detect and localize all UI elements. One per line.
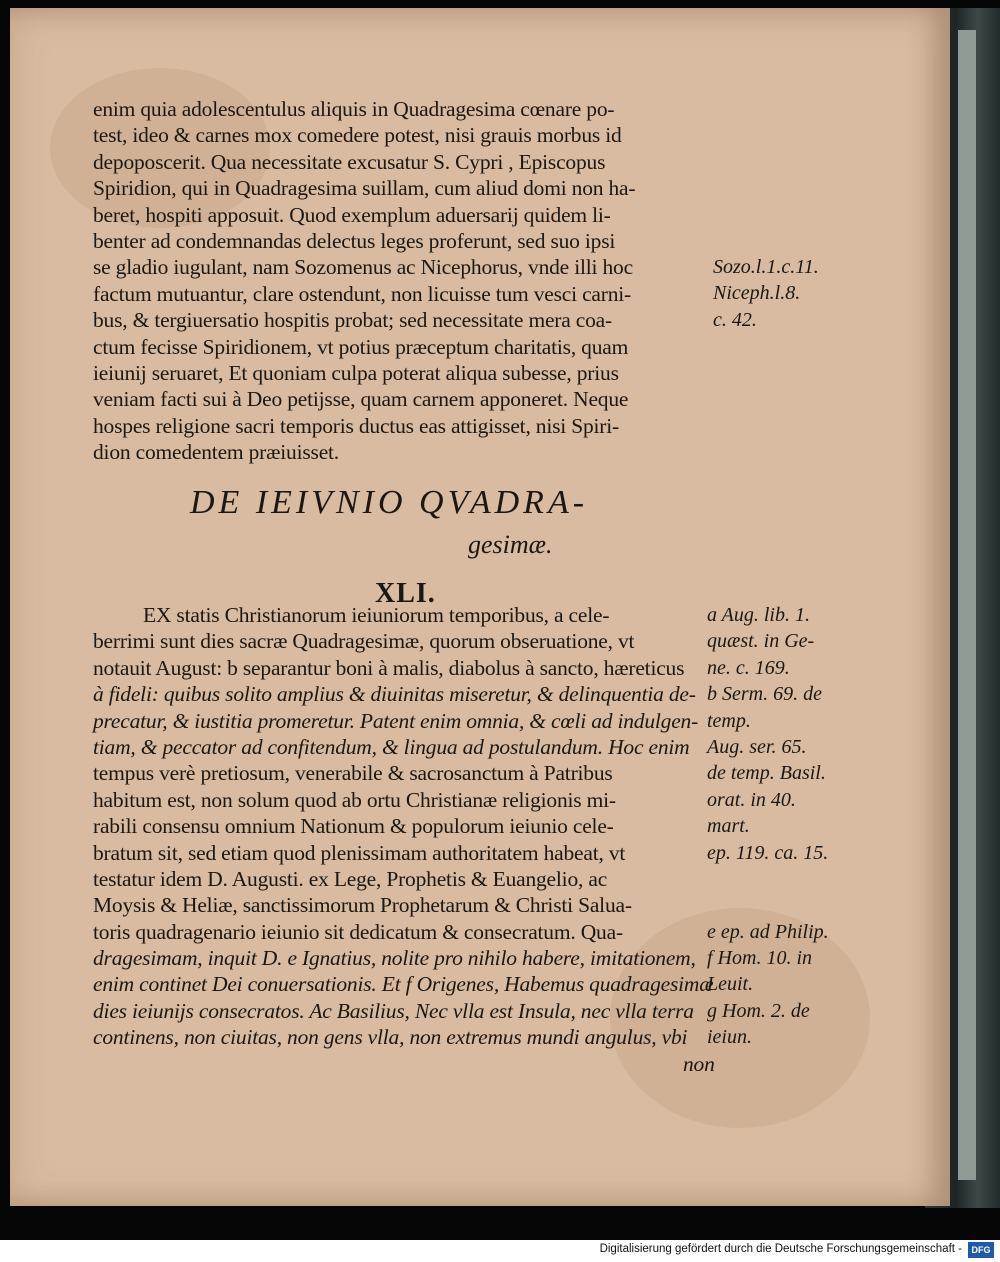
- section-heading-continuation: gesimæ.: [468, 530, 553, 559]
- text-line: toris quadragenario ieiunio sit dedicatum & consecratum. Qua-: [93, 919, 623, 944]
- margin-note: ne. c. 169.: [707, 656, 790, 679]
- margin-notes-main: [707, 602, 829, 1051]
- text-line: Spiridion, qui in Quadragesima suillam, cum aliud domi non ha-: [93, 176, 636, 201]
- margin-note: quæst. in Ge-: [707, 630, 815, 653]
- text-line: enim quia adolescentulus aliquis in Quadragesima cœnare po-: [93, 97, 615, 121]
- section-heading: DE IEIVNIO QVADRA-: [190, 484, 589, 521]
- margin-note: e ep. ad Philip.: [707, 920, 829, 943]
- text-line: beret, hospiti apposuit. Quod exemplum aduersarij quidem li-: [93, 202, 611, 227]
- margin-note: Niceph.l.8.: [713, 282, 801, 305]
- margin-note: ieiun.: [707, 1026, 752, 1049]
- margin-note: [707, 892, 829, 918]
- margin-note: a Aug. lib. 1.: [707, 604, 810, 626]
- text-line: testatur idem D. Augusti. ex Lege, Prophetis & Euangelio, ac: [93, 866, 608, 891]
- text-line: depoposcerit. Qua necessitate excusatur S. Cypri , Episcopus: [93, 149, 606, 174]
- margin-note: g Hom. 2. de: [707, 999, 810, 1022]
- paragraph-main: [93, 602, 715, 1077]
- footer-credit: Digitalisierung gefördert durch die Deutsche Forschungsgemeinschaft -: [599, 1243, 962, 1255]
- text-line: ctum fecisse Spiridionem, vt potius præceptum charitatis, quam: [93, 334, 629, 359]
- text-line: veniam facti sui à Deo petijsse, quam carnem apponeret. Neque: [93, 387, 629, 412]
- text-line: notauit August: b separantur boni à malis, diabolus à sancto, hæreticus: [93, 655, 685, 680]
- text-line: dion comedentem præiuisset.: [93, 440, 339, 465]
- text-line: rabili consensu omnium Nationum & populorum ieiunio cele-: [93, 814, 614, 839]
- catchword: non: [683, 1051, 715, 1076]
- margin-note: orat. in 40.: [707, 788, 796, 811]
- text-line: ieiunij seruaret, Et quoniam culpa poterat aliqua subesse, prius: [93, 360, 619, 385]
- text-line: berrimi sunt dies sacræ Quadragesimæ, quorum obseruatione, vt: [93, 629, 635, 654]
- margin-note: c. 42.: [713, 308, 757, 331]
- margin-note: de temp. Basil.: [707, 762, 826, 785]
- footer-bar: [0, 1240, 1000, 1262]
- text-line: à fideli: quibus solito amplius & diuinitas miseretur, & delinquentia de-: [93, 682, 696, 707]
- text-line: bus, & tergiuersatio hospitis probat; sed necessitate mera coa-: [93, 308, 612, 333]
- margin-note: b Serm. 69. de: [707, 683, 822, 706]
- text-line: test, ideo & carnes mox comedere potest, nisi grauis morbus id: [93, 123, 622, 148]
- text-line: habitum est, non solum quod ab ortu Christianæ religionis mi-: [93, 787, 616, 812]
- book-cover-edge: [958, 30, 976, 1180]
- text-line: dies ieiunijs consecratos. Ac Basilius, Nec vlla est Insula, nec vlla terra: [93, 998, 694, 1023]
- text-line: Moysis & Heliæ, sanctissimorum Prophetarum & Christi Salua-: [93, 893, 632, 918]
- text-line: enim continet Dei conuersationis. Et f Origenes, Habemus quadragesimæ: [93, 972, 714, 997]
- margin-note: mart.: [707, 815, 750, 838]
- margin-note: ep. 119. ca. 15.: [707, 841, 829, 864]
- text-line: hospes religione sacri temporis ductus eas attigisset, nisi Spiri-: [93, 413, 620, 438]
- margin-note: Aug. ser. 65.: [707, 735, 807, 758]
- text-line: EX statis Christianorum ieiuniorum temporibus, a cele-: [143, 603, 610, 627]
- text-line: benter ad condemnandas delectus leges proferunt, sed suo ipsi: [93, 228, 616, 253]
- margin-note: Sozo.l.1.c.11.: [713, 256, 819, 278]
- margin-note: Leuit.: [707, 973, 754, 996]
- margin-note: [707, 866, 829, 892]
- paragraph-top: [93, 96, 635, 465]
- text-line: bratum sit, sed etiam quod plenissimam authoritatem habeat, vt: [93, 840, 626, 865]
- text-line: continens, non ciuitas, non gens vlla, non extremus mundi angulus, vbi: [93, 1025, 688, 1050]
- margin-note: temp.: [707, 709, 751, 732]
- margin-notes-top: [713, 254, 819, 333]
- text-line: factum mutuantur, clare ostendunt, non licuisse tum vesci carni-: [93, 281, 632, 306]
- margin-note: f Hom. 10. in: [707, 947, 812, 970]
- text-line: tiam, & peccator ad confitendum, & lingua ad postulandum. Hoc enim: [93, 734, 690, 759]
- chapter-number: XLI.: [375, 578, 436, 609]
- text-line: dragesimam, inquit D. e Ignatius, nolite pro nihilo habere, imitationem,: [93, 946, 696, 971]
- text-line: precatur, & iustitia promeretur. Patent enim omnia, & cœli ad indulgen-: [93, 708, 699, 733]
- dfg-logo[interactable]: DFG: [968, 1242, 994, 1258]
- text-line: se gladio iugulant, nam Sozomenus ac Nicephorus, vnde illi hoc: [93, 255, 633, 280]
- text-line: tempus verè pretiosum, venerabile & sacrosanctum à Patribus: [93, 761, 613, 786]
